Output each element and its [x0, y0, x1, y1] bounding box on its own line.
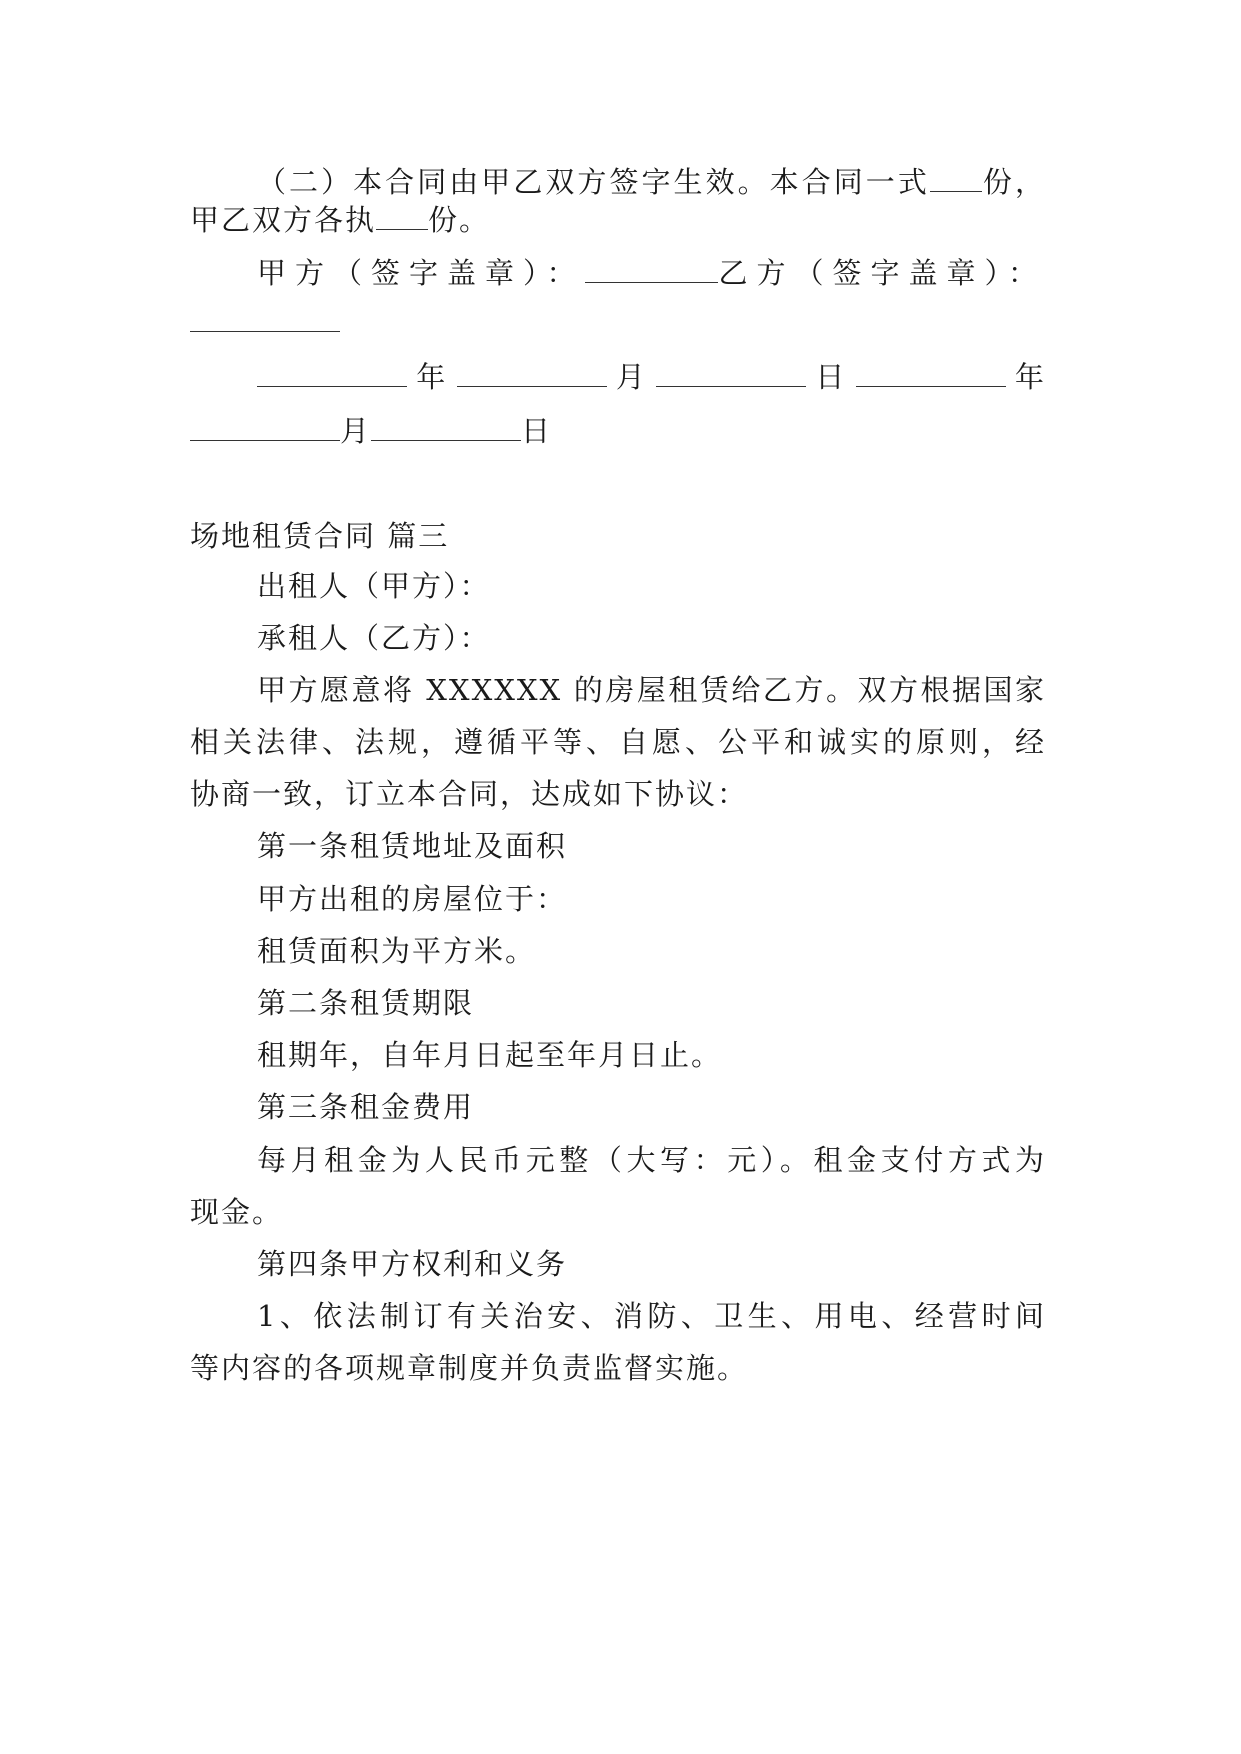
- party-a-day-blank: [656, 360, 806, 387]
- intro-line-3: 协商一致，订立本合同，达成如下协议：: [190, 777, 749, 811]
- article-4-title: 第四条甲方权利和义务: [257, 1247, 568, 1281]
- copies-total-blank: [930, 165, 982, 192]
- party-b-year-label: 年: [1014, 360, 1046, 394]
- intro-line-1: 甲方愿意将 XXXXXX 的房屋租赁给乙方。双方根据国家: [257, 673, 1046, 707]
- article-3-title: 第三条租金费用: [257, 1090, 475, 1124]
- party-b-signature-blank: [190, 305, 340, 332]
- party-a-signature-label: 甲方（签字盖章）：: [257, 256, 585, 290]
- party-a-month-label: 月: [615, 360, 647, 394]
- article-4-item-1-line-1: 1、依法制订有关治安、消防、卫生、用电、经营时间: [257, 1299, 1046, 1333]
- party-a-month-blank: [457, 360, 607, 387]
- clause-2-line-2: [190, 200, 490, 240]
- date-row-1: [257, 357, 1046, 397]
- article-3-line-1: 每月租金为人民币元整（大写：元）。租金支付方式为: [257, 1143, 1046, 1177]
- party-a-day-label: 日: [815, 360, 847, 394]
- date-row-2: [190, 411, 552, 451]
- intro-line-2: 相关法律、法规，遵循平等、自愿、公平和诚实的原则，经: [190, 725, 1046, 759]
- article-2-title: 第二条租赁期限: [257, 986, 475, 1020]
- party-a-year-blank: [257, 360, 407, 387]
- article-3-line-2: 现金。: [190, 1195, 284, 1229]
- party-b-month-label: 月: [340, 414, 372, 448]
- lessor-line: 出租人（甲方）：: [257, 569, 491, 603]
- article-4-item-1-line-2: 等内容的各项规章制度并负责监督实施。: [190, 1351, 749, 1385]
- section-title: 场地租赁合同 篇三: [190, 519, 450, 553]
- clause-2-text-b: 份，: [981, 165, 1046, 199]
- party-a-year-label: 年: [416, 360, 448, 394]
- article-1-area: 租赁面积为平方米。: [257, 934, 537, 968]
- article-1-title: 第一条租赁地址及面积: [257, 829, 568, 863]
- signature-row: [257, 253, 1046, 293]
- copies-each-blank: [376, 203, 428, 230]
- party-a-signature-blank: [585, 256, 719, 283]
- party-b-signature-line: [190, 302, 340, 342]
- party-b-month-blank: [190, 414, 340, 441]
- clause-2-text-d: 份。: [428, 203, 491, 237]
- party-b-year-blank: [856, 360, 1006, 387]
- clause-2-text-c: 甲乙双方各执: [190, 203, 377, 237]
- lessee-line: 承租人（乙方）：: [257, 621, 491, 655]
- party-b-day-label: 日: [521, 414, 553, 448]
- article-1-location: 甲方出租的房屋位于：: [257, 882, 568, 916]
- clause-2-text-a: （二）本合同由甲乙双方签字生效。本合同一式: [257, 165, 930, 199]
- party-b-day-blank: [371, 414, 521, 441]
- party-b-signature-label: 乙方（签字盖章）：: [718, 256, 1046, 290]
- article-2-term: 租期年，自年月日起至年月日止。: [257, 1038, 723, 1072]
- clause-2-line-1: [257, 162, 1046, 202]
